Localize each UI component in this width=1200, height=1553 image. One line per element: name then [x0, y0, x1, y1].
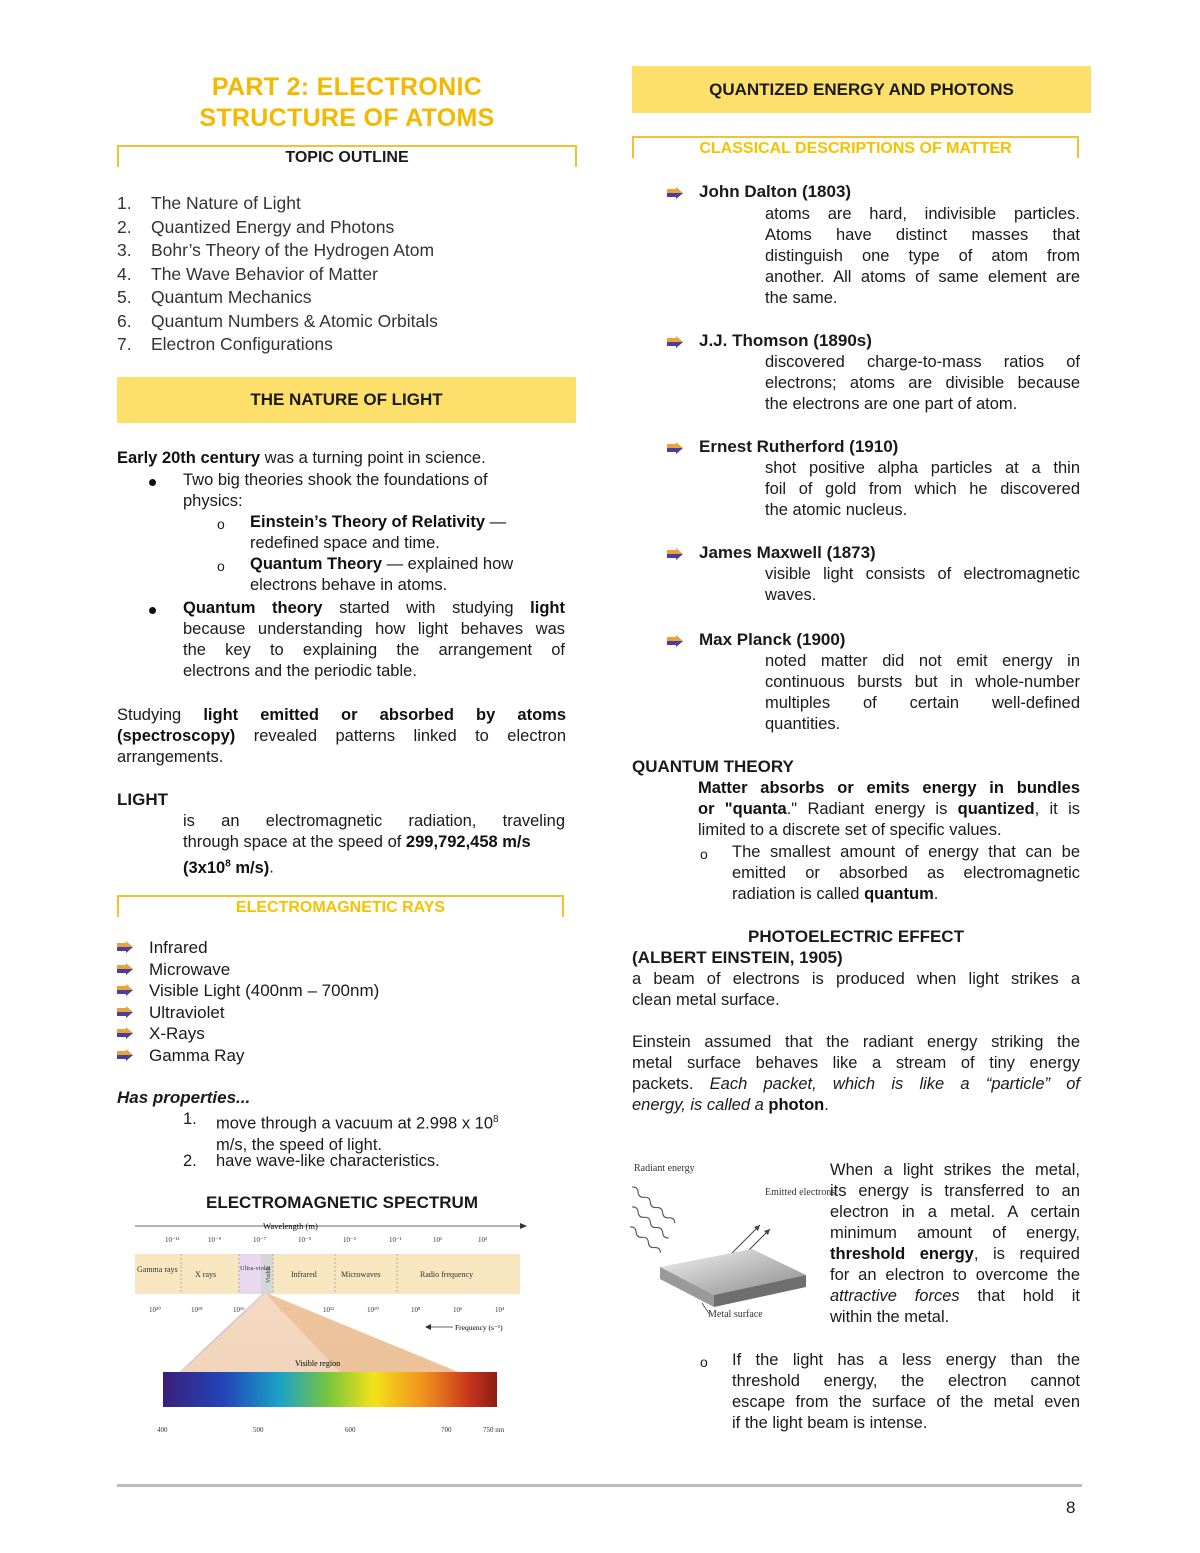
- early-rest: was a turning point in science.: [260, 449, 486, 467]
- wl-tick: 10³: [478, 1236, 488, 1244]
- photoelectric-subheading: (ALBERT EINSTEIN, 1905): [632, 948, 843, 967]
- outline-num: 5.: [117, 287, 132, 307]
- em-spectrum-figure: [135, 1220, 530, 1438]
- photon-bold: photon: [768, 1096, 825, 1114]
- prop-sup: 8: [493, 1114, 499, 1125]
- sub-bullet-quantum: [250, 554, 565, 596]
- einstein-paragraph: [632, 1032, 1080, 1116]
- outline-text: The Wave Behavior of Matter: [151, 263, 378, 284]
- topic-outline-heading: [117, 145, 577, 167]
- arrow-bullet-icon: [667, 442, 683, 454]
- arrow-bullet-icon: [667, 635, 683, 647]
- period: .: [933, 885, 939, 903]
- title-line-2: STRUCTURE OF ATOMS: [199, 104, 495, 132]
- bullet-dot: [149, 607, 156, 614]
- para-line: [117, 705, 566, 726]
- photoelectric-definition: [632, 969, 1080, 1011]
- fig-line: its energy is transferred to an: [830, 1182, 1080, 1200]
- ein-line: metal surface behaves like a stream of tiny energy: [632, 1054, 1080, 1072]
- freq-tick: 10⁶: [453, 1306, 463, 1314]
- scientist-name: James Maxwell (1873): [699, 543, 876, 562]
- scientist-desc: [765, 204, 1080, 309]
- prop-line: m/s, the speed of light.: [216, 1135, 383, 1154]
- scientist-name: Max Planck (1900): [699, 630, 846, 649]
- sub-line: [250, 512, 565, 533]
- wl-tick: 10⁻³: [343, 1236, 356, 1244]
- quantum-sub: [732, 842, 1080, 905]
- region-label: Visible: [266, 1266, 272, 1283]
- stud-rest: revealed patterns linked to electron: [235, 727, 566, 745]
- nm-tick: 400: [157, 1426, 168, 1434]
- light-definition: [183, 811, 565, 879]
- qt-line: [698, 799, 1080, 820]
- has-properties-heading: Has properties...: [117, 1088, 251, 1107]
- region-label: Gamma rays: [137, 1265, 178, 1274]
- speed-bold: 299,792,458 m/s: [405, 833, 531, 851]
- early-bold: Early 20th century: [117, 449, 261, 467]
- outline-item: [117, 310, 438, 334]
- scientist-name: John Dalton (1803): [699, 182, 852, 201]
- region-label: Radio frequency: [420, 1270, 474, 1279]
- figure-side-text: [830, 1160, 1080, 1328]
- wl-tick: 10⁻⁷: [253, 1236, 267, 1244]
- scientist-desc: [765, 352, 1080, 415]
- scientist-name: Ernest Rutherford (1910): [699, 437, 899, 456]
- fig-rest: , is required: [973, 1245, 1080, 1263]
- region-label: X rays: [195, 1270, 217, 1279]
- property-1: [216, 1109, 566, 1156]
- bullet-line: [183, 598, 565, 619]
- nm-tick: 700: [441, 1426, 452, 1434]
- arrow-bullet-icon: [117, 963, 133, 975]
- para-line: [117, 726, 566, 747]
- desc-line: discovered charge-to-mass ratios of: [765, 353, 1080, 371]
- visible-region-label: Visible region: [295, 1359, 341, 1368]
- threshold-bold: threshold energy: [830, 1245, 974, 1263]
- stud-pre: Studying: [117, 706, 204, 724]
- desc-line: foil of gold from which he discovered: [765, 480, 1080, 498]
- quantum-theory-text: [698, 778, 1080, 841]
- outline-num: 3.: [117, 240, 132, 260]
- prop-line: [216, 1109, 566, 1135]
- arrow-bullet-icon: [667, 548, 683, 560]
- qt-line: limited to a discrete set of specific values.: [698, 821, 1002, 839]
- ein-line: [632, 1095, 1080, 1116]
- region-label: Ultra-violet: [240, 1265, 271, 1272]
- light-bold: light: [530, 599, 565, 617]
- sub-bullet-relativity: [250, 512, 565, 554]
- page-title: [117, 72, 577, 134]
- outline-text: Quantized Energy and Photons: [151, 216, 395, 237]
- fig-line: within the metal.: [830, 1308, 950, 1326]
- radiant-energy-label: Radiant energy: [634, 1163, 695, 1174]
- ray-label: Visible Light (400nm – 700nm): [149, 981, 380, 1000]
- wave-ray: [629, 1225, 662, 1254]
- qt-bold: Matter absorbs or emits energy in bundles: [698, 779, 1080, 797]
- stud-bold: light emitted or absorbed by atoms: [203, 706, 566, 724]
- qt-end: , it is: [1034, 800, 1080, 818]
- quantized-energy-heading: [632, 66, 1091, 113]
- note-line: If the light has a less energy than the: [732, 1351, 1080, 1369]
- period: .: [824, 1096, 829, 1114]
- fig-line: [830, 1286, 1080, 1307]
- scientist-desc: [765, 564, 1080, 606]
- quantum-bold: quantum: [864, 885, 934, 903]
- freq-tick: 10¹⁶: [233, 1306, 245, 1314]
- fig-line: for an electron to overcome the: [830, 1266, 1080, 1284]
- bullet-line: electrons and the periodic table.: [183, 662, 417, 680]
- desc-line: electrons; atoms are divisible because: [765, 374, 1080, 392]
- scientist-desc: [765, 651, 1080, 735]
- ray-label: Infrared: [149, 938, 208, 957]
- quantized-heading-label: QUANTIZED ENERGY AND PHOTONS: [709, 80, 1014, 99]
- def-pre: through space at the speed of: [183, 833, 406, 851]
- fig-rest: that hold it: [959, 1287, 1080, 1305]
- desc-line: the same.: [765, 289, 838, 307]
- prop-num: 1.: [183, 1110, 197, 1128]
- attractive-italic: attractive forces: [830, 1287, 960, 1305]
- note-line: threshold energy, the electron cannot: [732, 1372, 1080, 1390]
- relativity-dash: —: [485, 513, 507, 531]
- spectrum-heading: ELECTROMAGNETIC SPECTRUM: [206, 1193, 478, 1212]
- topic-outline-label: TOPIC OUTLINE: [285, 149, 409, 166]
- sub-line: [732, 884, 1080, 905]
- bullet-line: physics:: [183, 492, 243, 510]
- ray-label: X-Rays: [149, 1024, 205, 1043]
- spectroscopy-bold: (spectroscopy): [117, 727, 236, 745]
- wavelength-label: Wavelength (m): [263, 1221, 318, 1231]
- fig-line: When a light strikes the metal,: [830, 1161, 1080, 1179]
- wave-ray: [631, 1185, 676, 1224]
- arrow-bullet-icon: [117, 1006, 133, 1018]
- quantum-bold: Quantum Theory: [250, 555, 383, 573]
- desc-line: Atoms have distinct masses that: [765, 226, 1080, 244]
- sub-line: electrons behave in atoms.: [250, 576, 448, 594]
- wl-tick: 10⁻¹: [389, 1236, 402, 1244]
- desc-line: visible light consists of electromagnetic: [765, 565, 1080, 583]
- light-heading: LIGHT: [117, 790, 168, 809]
- circle-bullet: o: [217, 516, 225, 532]
- arrow-bullet-icon: [667, 187, 683, 199]
- frequency-label: Frequency (s⁻¹): [455, 1323, 503, 1332]
- ray-label: Ultraviolet: [149, 1002, 225, 1022]
- footer-divider: [117, 1484, 1082, 1487]
- desc-line: the electrons are one part of atom.: [765, 395, 1018, 413]
- bullet-line: Two big theories shook the foundations of: [183, 471, 488, 489]
- ein-italic: Each packet, which is like a “particle” of: [709, 1075, 1080, 1093]
- em-rays-label: ELECTROMAGNETIC RAYS: [235, 899, 446, 916]
- nm-tick: 600: [345, 1426, 356, 1434]
- desc-line: waves.: [765, 586, 817, 604]
- region-label: Microwaves: [341, 1270, 381, 1279]
- ray-label: Gamma Ray: [149, 1045, 245, 1065]
- bullet-quantum-light: [183, 598, 565, 682]
- fig-line: electron in a metal. A certain: [830, 1203, 1080, 1221]
- circle-bullet: o: [700, 846, 708, 862]
- freq-tick: 10¹⁰: [367, 1306, 379, 1314]
- freq-tick: 10⁴: [495, 1306, 505, 1314]
- outline-num: 4.: [117, 263, 132, 284]
- bullet-line: because understanding how light behaves was: [183, 620, 565, 638]
- relativity-bold: Einstein’s Theory of Relativity: [250, 513, 486, 531]
- desc-line: shot positive alpha particles at a thin: [765, 459, 1080, 477]
- ein-line: [632, 1074, 1080, 1095]
- topic-outline-list: [117, 192, 438, 357]
- arrow-bullet-icon: [117, 1027, 133, 1039]
- page-number: 8: [1066, 1498, 1076, 1517]
- prop-text: move through a vacuum at 2.998 x 10: [216, 1114, 494, 1133]
- def-line: is an electromagnetic radiation, traveling: [183, 812, 565, 830]
- outline-item: [117, 239, 438, 263]
- qt-mid: started with studying: [322, 599, 531, 617]
- note-line: if the light beam is intense.: [732, 1414, 928, 1432]
- sub-line: The smallest amount of energy that can be: [732, 843, 1080, 861]
- outline-item: [117, 192, 438, 216]
- outline-num: 7.: [117, 334, 132, 354]
- fig-line: [830, 1244, 1080, 1265]
- quantum-theory-heading: QUANTUM THEORY: [632, 757, 794, 776]
- scientist-name: J.J. Thomson (1890s): [699, 331, 872, 350]
- desc-line: distinguish one type of atom from: [765, 247, 1080, 265]
- wl-tick: 10⁻¹¹: [165, 1236, 180, 1244]
- pe-line: clean metal surface.: [632, 991, 780, 1009]
- freq-tick: 10¹⁸: [191, 1306, 203, 1314]
- speed-sci: (3x10: [183, 858, 226, 877]
- ein-italic: energy, is called a: [632, 1096, 769, 1114]
- sub-line: emitted or absorbed as electromagnetic: [732, 864, 1080, 882]
- desc-line: multiples of certain well-defined: [765, 694, 1080, 712]
- quantum-rest: — explained how: [382, 555, 514, 573]
- nature-of-light-heading: [117, 377, 576, 423]
- arrow-bullet-icon: [117, 984, 133, 996]
- def-line: [183, 832, 565, 853]
- arrow-bullet-icon: [117, 1049, 133, 1061]
- sub-line: redefined space and time.: [250, 534, 440, 552]
- desc-line: the atomic nucleus.: [765, 501, 908, 519]
- outline-num: 1.: [117, 193, 132, 213]
- def-line: [183, 853, 565, 879]
- threshold-note: [732, 1350, 1080, 1434]
- outline-item: [117, 286, 438, 310]
- desc-line: another. All atoms of same element are: [765, 268, 1080, 286]
- ein-pre: packets.: [632, 1075, 710, 1093]
- quantized-bold: quantized: [957, 800, 1035, 818]
- desc-line: noted matter did not emit energy in: [765, 652, 1080, 670]
- title-line-1: PART 2: ELECTRONIC: [211, 73, 483, 101]
- circle-bullet: o: [217, 558, 225, 574]
- outline-text: Electron Configurations: [151, 334, 333, 354]
- period: .: [269, 858, 274, 877]
- desc-line: continuous bursts but in whole-number: [765, 673, 1080, 691]
- pe-line: a beam of electrons is produced when light strikes a: [632, 970, 1080, 988]
- region-label: Infrared: [291, 1270, 317, 1279]
- photoelectric-figure: [622, 1155, 836, 1325]
- studying-paragraph: [117, 705, 566, 768]
- freq-tick: 10²⁰: [149, 1306, 161, 1314]
- outline-text: Quantum Mechanics: [151, 287, 312, 307]
- ein-line: Einstein assumed that the radiant energy striking the: [632, 1033, 1080, 1051]
- ray-label: Microwave: [149, 959, 231, 979]
- em-rays-heading: [117, 895, 564, 917]
- property-2: have wave-like characteristics.: [216, 1152, 440, 1170]
- fig-line: minimum amount of energy,: [830, 1224, 1080, 1242]
- classical-heading: [632, 136, 1079, 158]
- outline-num: 6.: [117, 310, 132, 331]
- emitted-electrons-label: Emitted electrons: [765, 1187, 836, 1198]
- freq-tick: 10¹²: [323, 1306, 335, 1314]
- outline-item: [117, 333, 438, 357]
- para-line: arrangements.: [117, 748, 224, 766]
- speed-sup: 8: [225, 858, 231, 869]
- wl-tick: 10¹: [433, 1236, 443, 1244]
- outline-text: The Nature of Light: [151, 193, 301, 213]
- qt-line: [698, 778, 1080, 799]
- early-century-text: [117, 448, 567, 469]
- outline-text: Quantum Numbers & Atomic Orbitals: [151, 310, 438, 331]
- qt-rest: ." Radiant energy is: [786, 800, 958, 818]
- qt-bold: Quantum theory: [183, 599, 323, 617]
- wl-tick: 10⁻⁵: [298, 1236, 312, 1244]
- arrow-bullet-icon: [117, 941, 133, 953]
- arrow-bullet-icon: [667, 336, 683, 348]
- metal-surface-label: Metal surface: [708, 1309, 763, 1320]
- quanta-bold: or "quanta: [698, 800, 787, 818]
- note-line: escape from the surface of the metal even: [732, 1393, 1080, 1411]
- outline-text: Bohr’s Theory of the Hydrogen Atom: [151, 240, 435, 260]
- scientist-desc: [765, 458, 1080, 521]
- desc-line: atoms are hard, indivisible particles.: [765, 205, 1080, 223]
- nature-heading-label: THE NATURE OF LIGHT: [250, 390, 443, 409]
- outline-num: 2.: [117, 216, 132, 237]
- bullet-line: the key to explaining the arrangement of: [183, 641, 565, 659]
- classical-label: CLASSICAL DESCRIPTIONS OF MATTER: [699, 140, 1012, 157]
- prop-num: 2.: [183, 1152, 197, 1170]
- wl-tick: 10⁻⁹: [208, 1236, 222, 1244]
- outline-item: [117, 216, 438, 240]
- bullet-two-theories: [183, 470, 565, 512]
- outline-item: [117, 263, 438, 287]
- visible-gradient: [163, 1372, 497, 1407]
- photoelectric-heading: PHOTOELECTRIC EFFECT: [748, 927, 964, 946]
- nm-tick: 500: [253, 1426, 264, 1434]
- nm-tick: 750 nm: [483, 1426, 505, 1434]
- sub-line: [250, 554, 565, 575]
- bullet-dot: [149, 479, 156, 486]
- freq-tick: 10⁸: [411, 1306, 421, 1314]
- sub-pre: radiation is called: [732, 885, 865, 903]
- circle-bullet: o: [700, 1354, 708, 1370]
- desc-line: quantities.: [765, 715, 841, 733]
- speed-unit: m/s): [230, 858, 270, 877]
